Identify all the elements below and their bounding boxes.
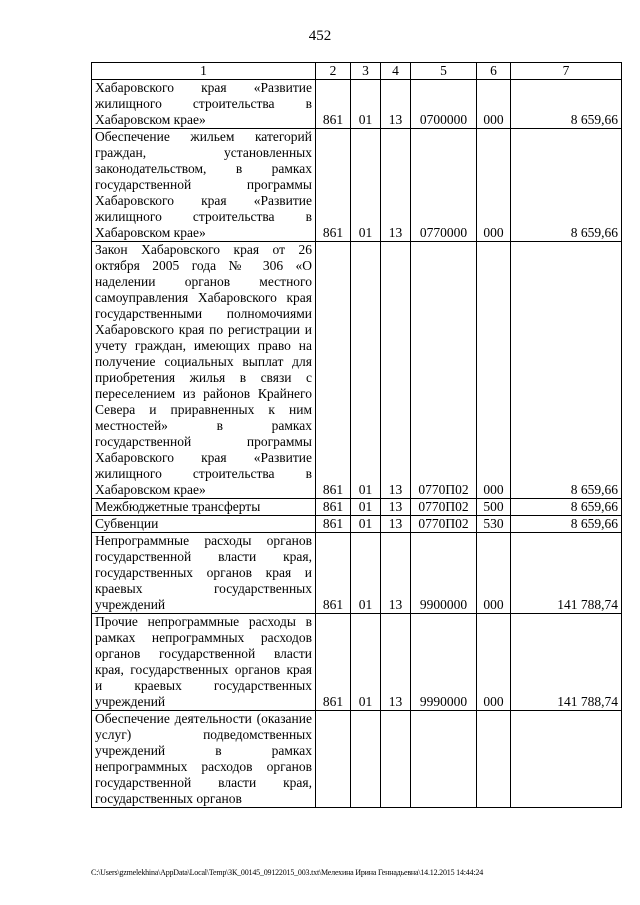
row-code-3-cell: 01 <box>351 499 381 516</box>
row-name-cell: Хабаровского края «Развитие жилищного строительства в Хабаровском крае» <box>92 80 316 129</box>
row-code-4-cell: 13 <box>381 80 411 129</box>
row-name-cell: Закон Хабаровского края от 26 октября 2005 года № 306 «О наделении органов местного самоуправления Хабаровского края государственными полномочиями Хабаровского края по регистрации и учету граждан, имеющих право на получение социальных выплат для приобретения жилья в связи с переселением из районов Крайнего Севера и приравненных к ним местностей» в рамках государственной программы Хабаровского края «Развитие жилищного строительства в Хабаровском крае» <box>92 242 316 499</box>
column-header-5: 5 <box>411 63 477 80</box>
row-code-4-cell: 13 <box>381 129 411 242</box>
row-code-4-cell: 13 <box>381 516 411 533</box>
table-row <box>92 129 622 242</box>
row-code-4-cell: 13 <box>381 533 411 614</box>
row-amount-cell: 8 659,66 <box>511 80 622 129</box>
column-header-1: 1 <box>92 63 316 80</box>
row-code-4-cell: 13 <box>381 499 411 516</box>
row-code-2-cell: 861 <box>316 80 351 129</box>
row-code-6-cell: 000 <box>477 533 511 614</box>
column-header-3: 3 <box>351 63 381 80</box>
row-code-3-cell: 01 <box>351 242 381 499</box>
row-code-2-cell: 861 <box>316 516 351 533</box>
row-code-6-cell: 000 <box>477 80 511 129</box>
table-row <box>92 499 622 516</box>
table-row <box>92 711 622 808</box>
row-amount-cell: 8 659,66 <box>511 242 622 499</box>
column-header-7: 7 <box>511 63 622 80</box>
row-code-3-cell: 01 <box>351 80 381 129</box>
budget-table <box>91 62 622 808</box>
row-code-6-cell: 500 <box>477 499 511 516</box>
page-number: 452 <box>308 28 332 44</box>
table-row <box>92 533 622 614</box>
row-code-3-cell: 01 <box>351 614 381 711</box>
row-amount-cell: 8 659,66 <box>511 516 622 533</box>
row-name-cell: Межбюджетные трансферты <box>92 499 316 516</box>
row-code-6-cell <box>477 711 511 808</box>
row-name-cell: Субвенции <box>92 516 316 533</box>
column-header-4: 4 <box>381 63 411 80</box>
row-code-4-cell: 13 <box>381 614 411 711</box>
row-code-2-cell: 861 <box>316 499 351 516</box>
row-name-cell: Обеспечение жильем категорий граждан, установленных законодательством, в рамках государственной программы Хабаровского края «Развитие жилищного строительства в Хабаровском крае» <box>92 129 316 242</box>
row-code-4-cell <box>381 711 411 808</box>
row-code-6-cell: 000 <box>477 614 511 711</box>
row-code-6-cell: 000 <box>477 129 511 242</box>
row-code-2-cell: 861 <box>316 533 351 614</box>
table-row <box>92 242 622 499</box>
column-header-6: 6 <box>477 63 511 80</box>
row-code-5-cell: 0770П02 <box>411 242 477 499</box>
row-code-3-cell: 01 <box>351 516 381 533</box>
row-name-cell: Непрограммные расходы органов государственной власти края, государственных органов края и краевых государственных учреждений <box>92 533 316 614</box>
row-name-cell: Прочие непрограммные расходы в рамках непрограммных расходов органов государственной власти края, государственных органов края и краевых государственных учреждений <box>92 614 316 711</box>
row-amount-cell: 141 788,74 <box>511 614 622 711</box>
row-code-6-cell: 530 <box>477 516 511 533</box>
row-code-3-cell: 01 <box>351 129 381 242</box>
row-amount-cell: 8 659,66 <box>511 129 622 242</box>
row-code-2-cell: 861 <box>316 614 351 711</box>
row-code-2-cell: 861 <box>316 242 351 499</box>
row-code-6-cell: 000 <box>477 242 511 499</box>
row-code-5-cell: 0770000 <box>411 129 477 242</box>
table-row <box>92 614 622 711</box>
row-code-3-cell: 01 <box>351 533 381 614</box>
row-code-4-cell: 13 <box>381 242 411 499</box>
row-amount-cell: 8 659,66 <box>511 499 622 516</box>
row-name-cell: Обеспечение деятельности (оказание услуг) подведомственных учреждений в рамках непрограммных расходов органов государственной власти края, государственных органов <box>92 711 316 808</box>
row-code-5-cell: 9990000 <box>411 614 477 711</box>
footer-file-path: C:\Users\gzmelekhina\AppData\Local\Temp\ЗК_00145_09122015_003.txt\Мелехина Ирина Геннадьевна\14.12.2015 14:44:24 <box>91 868 484 877</box>
row-code-5-cell: 0770П02 <box>411 516 477 533</box>
row-code-3-cell <box>351 711 381 808</box>
column-header-2: 2 <box>316 63 351 80</box>
row-code-2-cell: 861 <box>316 129 351 242</box>
table-header-row <box>92 63 622 80</box>
row-amount-cell <box>511 711 622 808</box>
row-code-2-cell <box>316 711 351 808</box>
row-code-5-cell: 0700000 <box>411 80 477 129</box>
table-row <box>92 516 622 533</box>
row-amount-cell: 141 788,74 <box>511 533 622 614</box>
table-row <box>92 80 622 129</box>
row-code-5-cell: 0770П02 <box>411 499 477 516</box>
row-code-5-cell: 9900000 <box>411 533 477 614</box>
row-code-5-cell <box>411 711 477 808</box>
